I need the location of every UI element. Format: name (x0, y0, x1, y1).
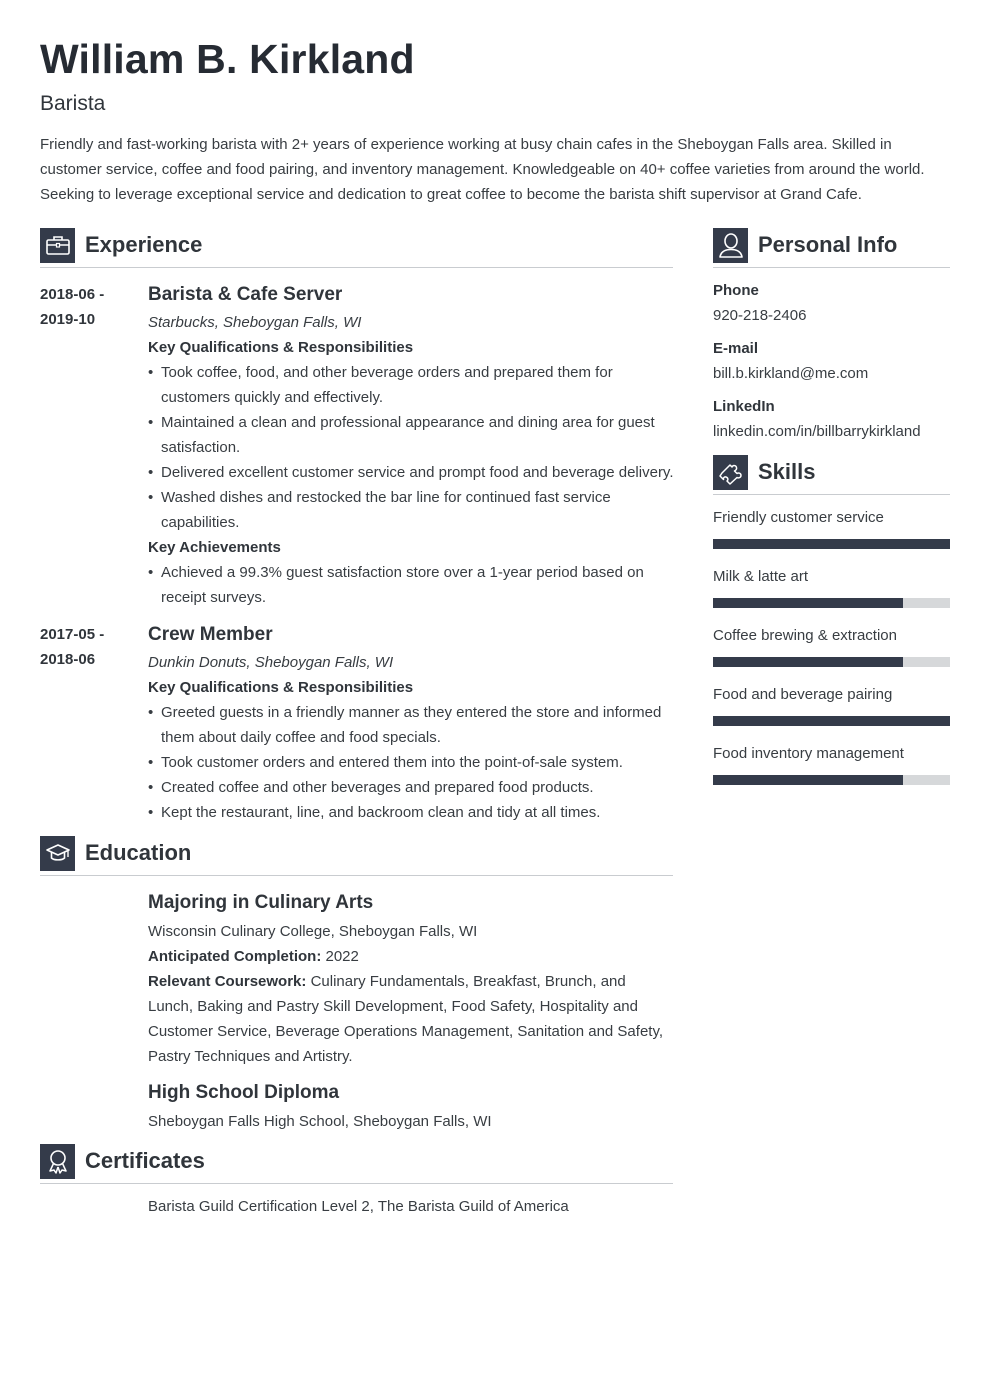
job-date-end: 2019-10 (40, 311, 96, 328)
skill-bar-fill (713, 657, 903, 667)
skill-bar-fill (713, 775, 903, 785)
certificate-item: Barista Guild Certification Level 2, The Barista Guild of America (148, 1198, 569, 1215)
job-dates (40, 282, 140, 332)
responsibilities-list (148, 700, 674, 825)
summary-paragraph: Friendly and fast-working barista with 2+ years of experience working at busy chain cafes in the Sheboygan Falls area. Skilled in customer service, coffee and food pairing, and inventory management. Knowledgeable on 40+ coffee varieties from around the world. Seeking to leverage exceptional service and dedication to great coffee to become the barista shift supervisor at Grand Cafe. (40, 136, 925, 203)
email-label: E-mail (713, 340, 759, 357)
personal-info-section-header (713, 228, 950, 268)
personal-info-title: Personal Info (758, 232, 898, 257)
completion-label: Anticipated Completion: (148, 948, 322, 965)
list-item: • Achieved a 99.3% guest satisfaction store over a 1-year period based on receipt surveys. (148, 560, 674, 610)
education-entry (148, 890, 674, 1069)
list-item: • Washed dishes and restocked the bar line for continued fast service capabilities. (148, 485, 674, 535)
achievements-list (148, 560, 674, 610)
graduation-cap-icon (40, 836, 75, 871)
linkedin-value: linkedin.com/in/billbarrykirkland (713, 423, 921, 440)
skill-name: Coffee brewing & extraction (713, 627, 897, 644)
list-item: • Greeted guests in a friendly manner as they entered the store and informed them about daily coffee and food specials. (148, 700, 674, 750)
list-item: • Created coffee and other beverages and prepared food products. (148, 775, 674, 800)
coursework-line (148, 969, 674, 1069)
list-item: • Maintained a clean and professional appearance and dining area for guest satisfaction. (148, 410, 674, 460)
skill-bar (713, 775, 950, 785)
experience-section-header (40, 228, 673, 268)
list-item: • Delivered excellent customer service and prompt food and beverage delivery. (148, 460, 674, 485)
puzzle-piece-icon (713, 455, 748, 490)
skill-bar-fill (713, 716, 950, 726)
skill-name: Food and beverage pairing (713, 686, 893, 703)
degree-title: High School Diploma (148, 1082, 340, 1103)
skill-item (713, 744, 950, 785)
certificates-section-header (40, 1144, 673, 1184)
candidate-name: William B. Kirkland (40, 36, 415, 82)
skill-bar (713, 716, 950, 726)
responsibilities-list (148, 360, 674, 535)
skill-bar (713, 598, 950, 608)
job-company: Dunkin Donuts, Sheboygan Falls, WI (148, 654, 394, 671)
ribbon-award-icon (40, 1144, 75, 1179)
skills-section-header (713, 455, 950, 495)
completion-value: 2022 (325, 948, 359, 965)
school-name: Wisconsin Culinary College, Sheboygan Falls, WI (148, 923, 478, 940)
skill-name: Friendly customer service (713, 509, 884, 526)
briefcase-icon (40, 228, 75, 263)
skill-item (713, 685, 950, 726)
responsibilities-heading: Key Qualifications & Responsibilities (148, 679, 414, 696)
job-title: Crew Member (148, 624, 273, 645)
skill-item (713, 508, 950, 549)
person-icon (713, 228, 748, 263)
job-date-start: 2017-05 - (40, 626, 105, 643)
coursework-label: Relevant Coursework: (148, 973, 307, 990)
skill-item (713, 626, 950, 667)
skill-bar (713, 657, 950, 667)
skill-name: Milk & latte art (713, 568, 809, 585)
education-title: Education (85, 840, 192, 865)
phone-value: 920-218-2406 (713, 307, 807, 324)
coursework-value: Culinary Fundamentals, Breakfast, Brunch, and Lunch, Baking and Pastry Skill Development, Food Safety, Hospitality and Customer Service, Beverage Operations Management, Sanitation and Safety, Pastry Techniques and Artistry. (148, 973, 664, 1065)
responsibilities-heading: Key Qualifications & Responsibilities (148, 339, 414, 356)
skill-bar (713, 539, 950, 549)
list-item: • Kept the restaurant, line, and backroom clean and tidy at all times. (148, 800, 674, 825)
list-item: • Took customer orders and entered them into the point-of-sale system. (148, 750, 674, 775)
experience-title: Experience (85, 232, 203, 257)
skills-title: Skills (758, 459, 816, 484)
list-item: • Took coffee, food, and other beverage orders and prepared them for customers quickly and effectively. (148, 360, 674, 410)
education-section-header (40, 836, 673, 876)
job-date-start: 2018-06 - (40, 286, 105, 303)
job-title: Barista & Cafe Server (148, 284, 343, 305)
completion-line (148, 944, 674, 969)
skill-item (713, 567, 950, 608)
job-company: Starbucks, Sheboygan Falls, WI (148, 314, 362, 331)
candidate-role: Barista (40, 92, 106, 115)
achievements-heading: Key Achievements (148, 539, 281, 556)
skill-name: Food inventory management (713, 745, 904, 762)
skill-bar-fill (713, 539, 950, 549)
job-date-end: 2018-06 (40, 651, 96, 668)
degree-title: Majoring in Culinary Arts (148, 892, 374, 913)
school-name: Sheboygan Falls High School, Sheboygan Falls, WI (148, 1113, 492, 1130)
education-entry (148, 1080, 674, 1134)
email-value: bill.b.kirkland@me.com (713, 365, 869, 382)
skill-bar-fill (713, 598, 903, 608)
certificates-title: Certificates (85, 1148, 205, 1173)
linkedin-label: LinkedIn (713, 398, 775, 415)
job-dates (40, 622, 140, 672)
phone-label: Phone (713, 282, 759, 299)
